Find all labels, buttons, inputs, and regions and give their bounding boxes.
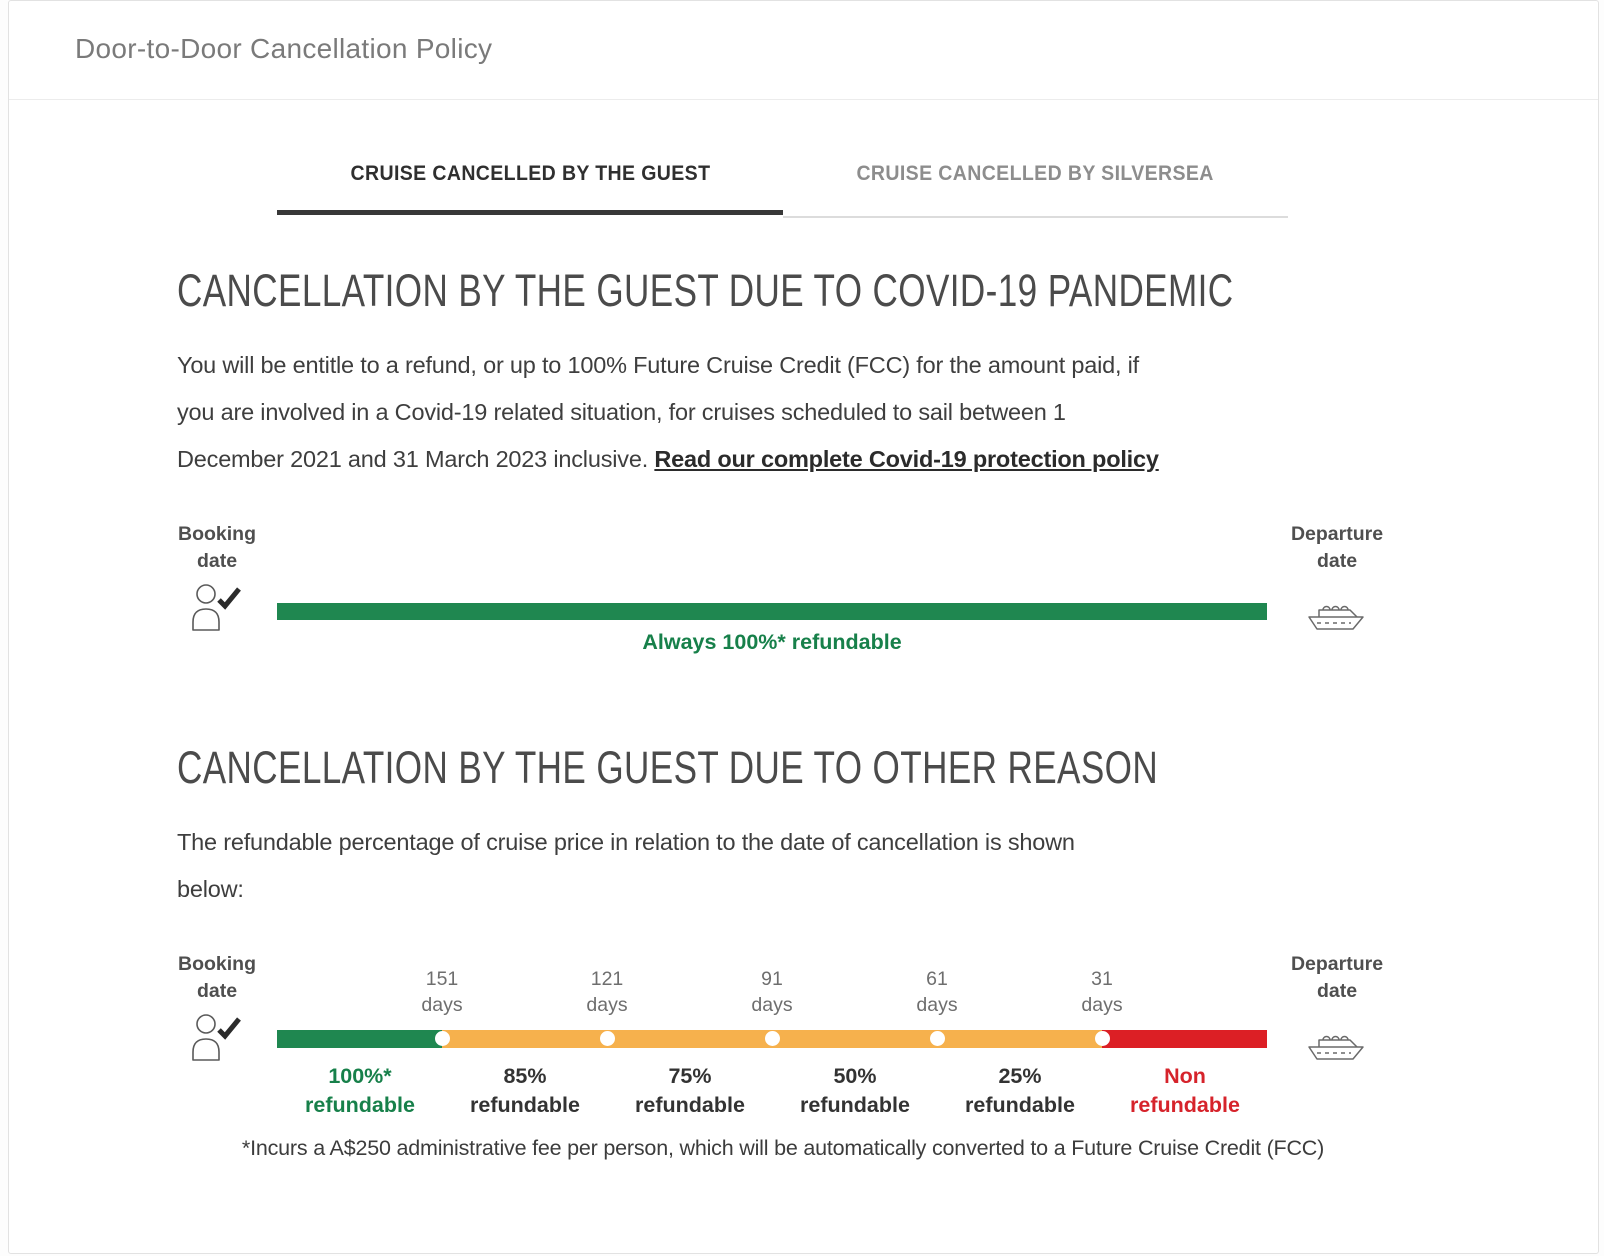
departure-ship-icon [1307, 596, 1365, 636]
tab-label: CRUISE CANCELLED BY SILVERSEA [856, 162, 1215, 185]
refund-word: refundable [470, 1093, 580, 1117]
refund-word: refundable [635, 1093, 745, 1117]
refund-label-100 [275, 1062, 445, 1120]
refund-percent: Non [1164, 1064, 1206, 1088]
refund-percent: 100%* [328, 1064, 392, 1088]
refund-label-non [1100, 1062, 1270, 1120]
tick-value: 31 [1091, 968, 1113, 990]
refund-percent: 25% [998, 1064, 1042, 1088]
refund-word: refundable [965, 1093, 1075, 1117]
other-section-paragraph [177, 819, 1387, 913]
paragraph-line: you are involved in a Covid-19 related situation, for cruises scheduled to sail between 1 [177, 399, 1066, 425]
header-divider [9, 99, 1598, 100]
tick-value: 121 [590, 968, 624, 990]
timeline-marker [600, 1031, 615, 1046]
page-title: Door-to-Door Cancellation Policy [75, 33, 493, 64]
tick-value: 151 [425, 968, 459, 990]
tick-unit: days [1081, 994, 1123, 1016]
refund-percent: 75% [668, 1064, 712, 1088]
refund-label-50 [770, 1062, 940, 1120]
timeline-tick-91-days [722, 966, 822, 1018]
timeline-marker [765, 1031, 780, 1046]
tab-cruise-cancelled-by-guest[interactable] [277, 162, 783, 215]
tick-unit: days [586, 994, 628, 1016]
timeline-marker [1095, 1031, 1110, 1046]
booking-date-label: Booking date [178, 953, 256, 1002]
refund-percent: 50% [833, 1064, 877, 1088]
tab-label: CRUISE CANCELLED BY THE GUEST [350, 162, 710, 185]
covid-section-paragraph [177, 342, 1387, 483]
timeline-marker [930, 1031, 945, 1046]
timeline-marker [435, 1031, 450, 1046]
refund-label-85 [440, 1062, 610, 1120]
departure-ship-icon [1307, 1026, 1365, 1066]
tick-unit: days [421, 994, 463, 1016]
admin-fee-footnote: *Incurs a A$250 administrative fee per person, which will be automatically converted to a Future Cruise Credit (FCC) [241, 1136, 1325, 1160]
paragraph-line [177, 436, 1387, 483]
refund-word: refundable [1130, 1093, 1240, 1117]
refund-timeline-bar-full [277, 603, 1267, 620]
timeline-tick-121-days [557, 966, 657, 1018]
covid-section-heading: CANCELLATION BY THE GUEST DUE TO COVID-19 PANDEMIC [177, 265, 1234, 316]
tick-value: 91 [761, 968, 783, 990]
covid-protection-policy-link[interactable]: Read our complete Covid-19 protection policy [654, 446, 1159, 472]
refund-label-75 [605, 1062, 775, 1120]
segment-non-refundable [1102, 1030, 1267, 1048]
tick-value: 61 [926, 968, 948, 990]
timeline-tick-61-days [887, 966, 987, 1018]
timeline-tick-31-days [1052, 966, 1152, 1018]
refund-label-25 [935, 1062, 1105, 1120]
timeline-tick-151-days [392, 966, 492, 1018]
booking-person-icon [189, 1013, 241, 1063]
other-section-heading: CANCELLATION BY THE GUEST DUE TO OTHER REASON [177, 742, 1159, 793]
paragraph-line: below: [177, 876, 244, 902]
tab-cruise-cancelled-by-silversea[interactable] [783, 162, 1288, 218]
refund-percent: 85% [503, 1064, 547, 1088]
tick-unit: days [751, 994, 793, 1016]
departure-date-label: Departure date [1290, 523, 1384, 572]
departure-date-label: Departure date [1290, 953, 1384, 1002]
refund-word: refundable [800, 1093, 910, 1117]
paragraph-line: The refundable percentage of cruise price in relation to the date of cancellation is shown [177, 829, 1075, 855]
paragraph-line: You will be entitle to a refund, or up to 100% Future Cruise Credit (FCC) for the amount paid, if [177, 352, 1140, 378]
paragraph-text: December 2021 and 31 March 2023 inclusive. [177, 446, 649, 472]
booking-date-label: Booking date [178, 523, 256, 572]
booking-person-icon [189, 583, 241, 633]
tick-unit: days [916, 994, 958, 1016]
refund-timeline-caption: Always 100%* refundable [642, 630, 902, 654]
segment-100-refundable [277, 1030, 442, 1048]
refund-word: refundable [305, 1093, 415, 1117]
